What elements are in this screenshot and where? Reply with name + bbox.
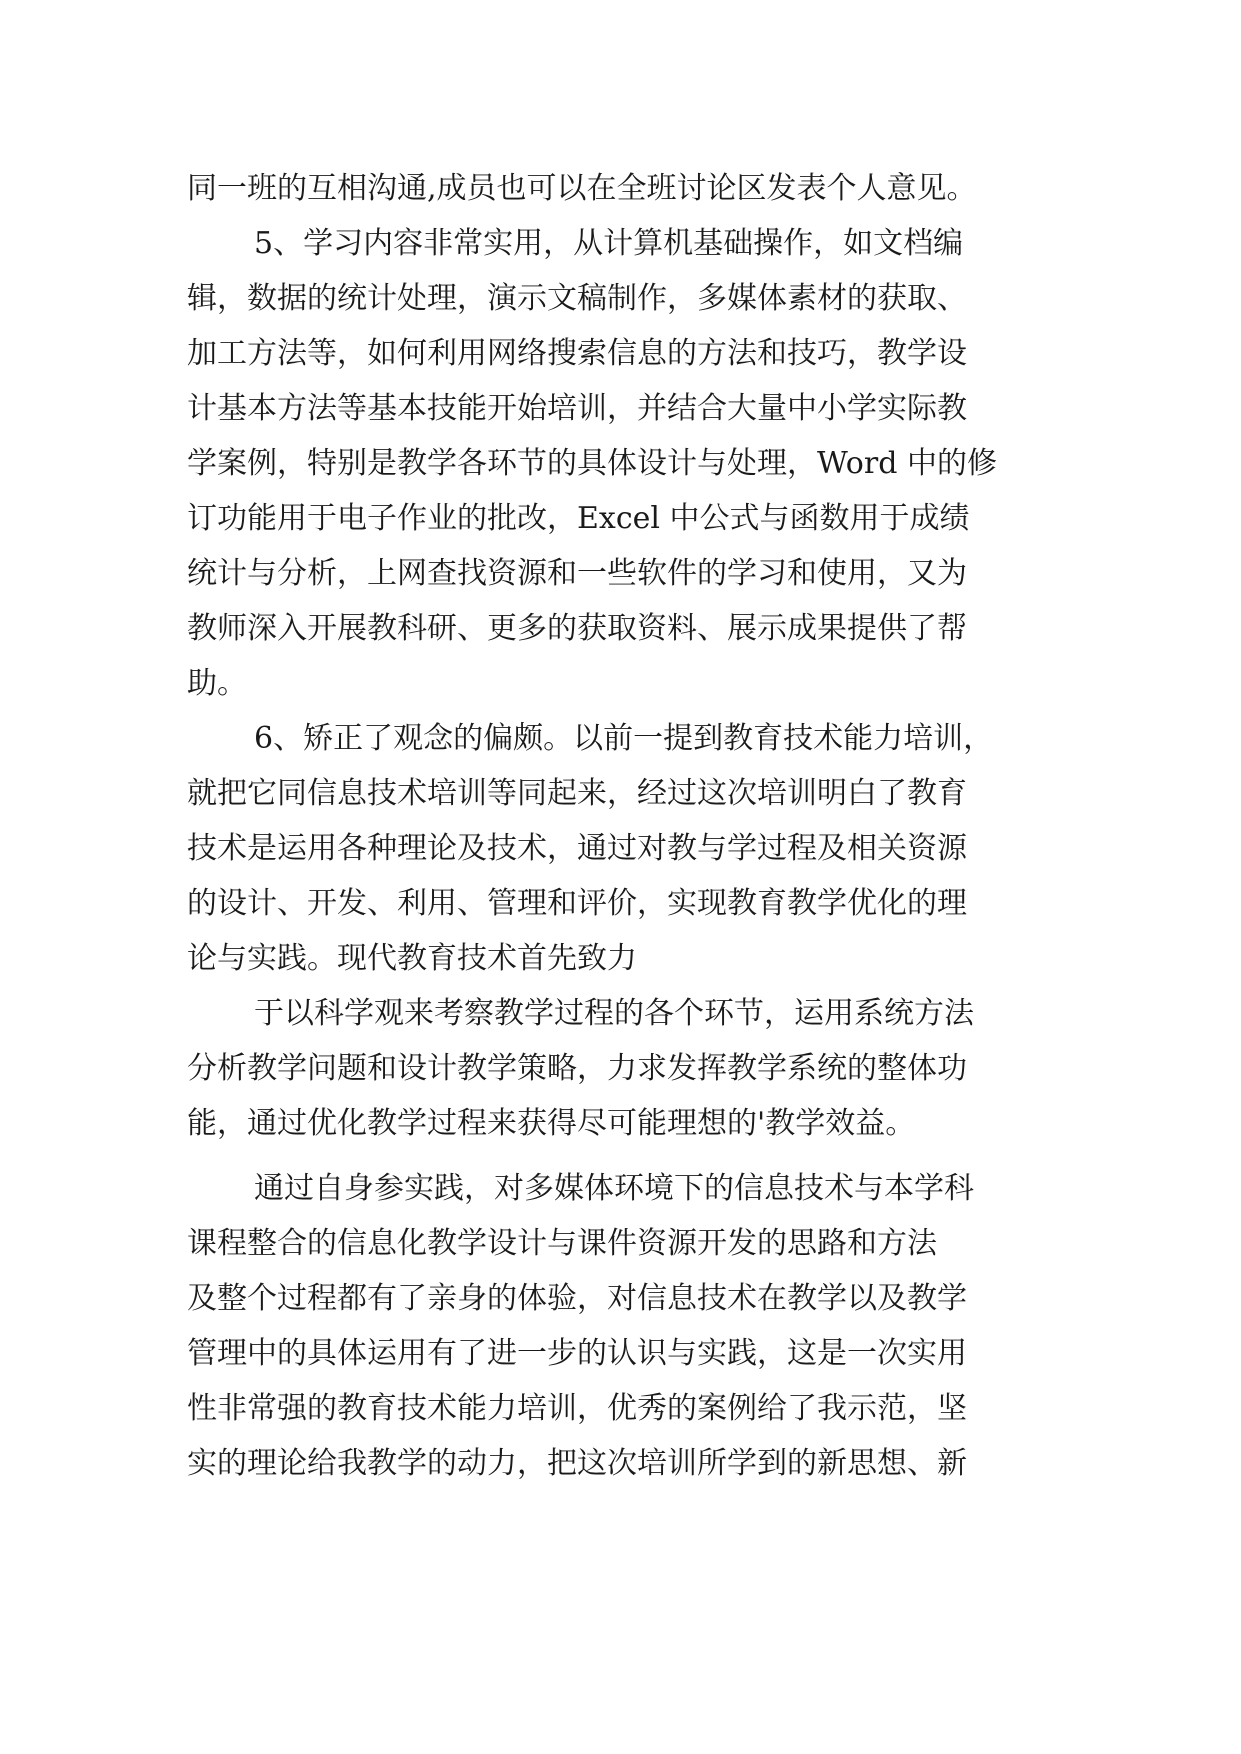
text-line: 性非常强的教育技术能力培训，优秀的案例给了我示范，坚 — [187, 1391, 967, 1426]
text-line: 计基本方法等基本技能开始培训，并结合大量中小学实际教 — [187, 391, 967, 426]
text-line: 订功能用于电子作业的批改，Excel 中公式与函数用于成绩 — [187, 501, 970, 536]
text-line: 实的理论给我教学的动力，把这次培训所学到的新思想、新 — [187, 1446, 967, 1481]
text-line: 管理中的具体运用有了进一步的认识与实践，这是一次实用 — [187, 1336, 967, 1371]
text-line: 于以科学观来考察教学过程的各个环节，运用系统方法 — [254, 996, 974, 1031]
text-line: 辑，数据的统计处理，演示文稿制作，多媒体素材的获取、 — [187, 281, 967, 316]
text-line: 就把它同信息技术培训等同起来，经过这次培训明白了教育 — [187, 776, 967, 811]
text-line: 技术是运用各种理论及技术，通过对教与学过程及相关资源 — [187, 831, 967, 866]
text-line: 6、矫正了观念的偏颇。以前一提到教育技术能力培训， — [254, 721, 994, 756]
text-line: 助。 — [187, 666, 247, 701]
text-line: 学案例，特别是教学各环节的具体设计与处理，Word 中的修 — [187, 446, 997, 481]
text-line: 统计与分析，上网查找资源和一些软件的学习和使用，又为 — [187, 556, 967, 591]
text-line: 加工方法等，如何利用网络搜索信息的方法和技巧，教学设 — [187, 336, 967, 371]
text-line: 论与实践。现代教育技术首先致力 — [187, 941, 637, 976]
text-line: 教师深入开展教科研、更多的获取资料、展示成果提供了帮 — [187, 611, 967, 646]
text-line: 及整个过程都有了亲身的体验，对信息技术在教学以及教学 — [187, 1281, 967, 1316]
text-line: 的设计、开发、利用、管理和评价，实现教育教学优化的理 — [187, 886, 967, 921]
text-line: 能，通过优化教学过程来获得尽可能理想的'教学效益。 — [187, 1106, 916, 1141]
text-line: 课程整合的信息化教学设计与课件资源开发的思路和方法 — [187, 1226, 937, 1261]
text-line: 分析教学问题和设计教学策略，力求发挥教学系统的整体功 — [187, 1051, 967, 1086]
text-line: 通过自身参实践，对多媒体环境下的信息技术与本学科 — [254, 1171, 974, 1206]
text-line: 同一班的互相沟通,成员也可以在全班讨论区发表个人意见。 — [187, 171, 977, 206]
text-line: 5、学习内容非常实用，从计算机基础操作，如文档编 — [254, 226, 964, 261]
